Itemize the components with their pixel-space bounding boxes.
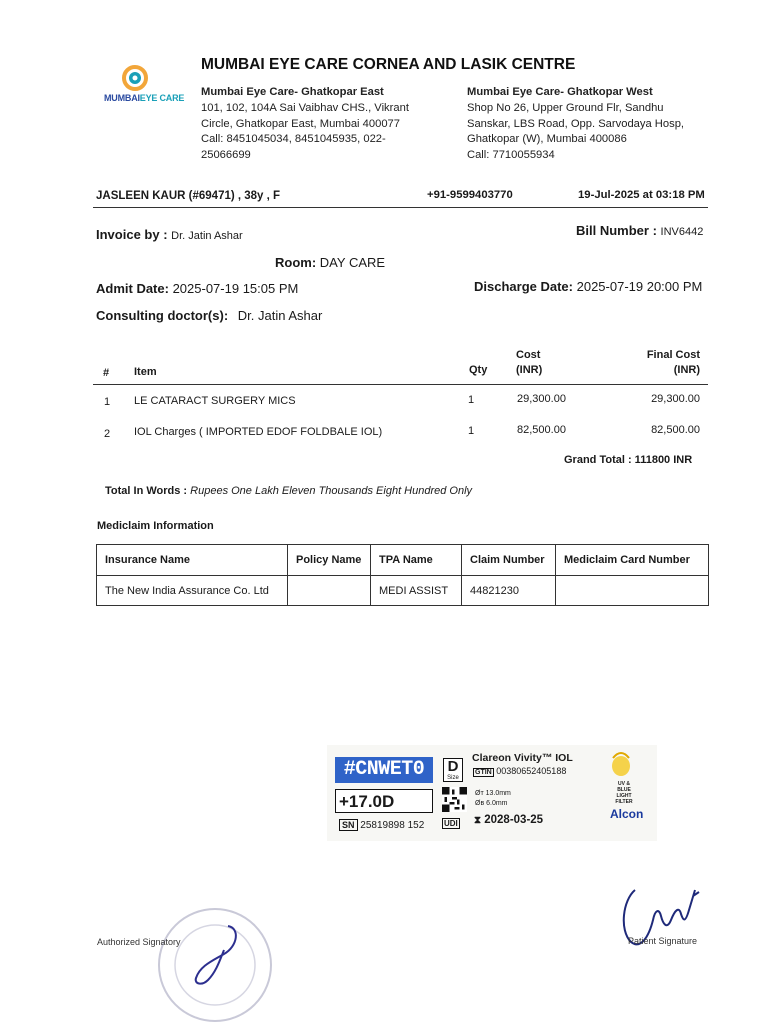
- admit-date-value: 2025-07-19 15:05 PM: [172, 281, 299, 296]
- divider: [93, 384, 708, 385]
- sticker-model: Clareon Vivity™ IOL: [472, 752, 573, 764]
- cell-policy-name: [288, 576, 371, 606]
- sticker-expiry: [474, 814, 543, 826]
- cell-card-number: [556, 576, 709, 606]
- mediclaim-title: Mediclaim Information: [97, 520, 214, 532]
- items-header-final-b: (INR): [673, 364, 700, 376]
- items-header-final-a: Final Cost: [646, 349, 700, 361]
- authorized-signatory-label: Authorized Signatory: [97, 937, 181, 947]
- sticker-gtin: [473, 766, 566, 776]
- items-header-final: [620, 348, 700, 378]
- sticker-expiry-value: 2028-03-25: [484, 814, 544, 826]
- cell-insurance-name: The New India Assurance Co. Ltd: [97, 576, 288, 606]
- col-policy-name: Policy Name: [288, 545, 371, 576]
- sticker-size-box: [443, 758, 463, 782]
- room-value: DAY CARE: [319, 255, 386, 270]
- branch-east: [201, 85, 426, 164]
- total-in-words-value: Rupees One Lakh Eleven Thousands Eight Hundred Only: [190, 485, 473, 497]
- logo-text: [104, 93, 184, 103]
- items-header-item: Item: [134, 366, 157, 378]
- grand-total: Grand Total : 111800 INR: [564, 454, 693, 466]
- col-insurance-name: Insurance Name: [97, 545, 288, 576]
- sticker-diameters: [475, 789, 511, 809]
- sticker-udi: UDI: [444, 819, 458, 828]
- col-tpa-name: TPA Name: [371, 545, 462, 576]
- hourglass-icon: ⧗: [474, 815, 482, 826]
- row-qty: 1: [468, 425, 475, 437]
- consulting-doctor-value: Dr. Jatin Ashar: [237, 308, 323, 323]
- items-header-cost-a: Cost: [516, 349, 541, 361]
- patient-signature: [615, 880, 715, 960]
- mediclaim-header-row: [97, 545, 709, 576]
- items-header-cost: [516, 348, 542, 378]
- room-label: Room:: [275, 255, 317, 270]
- sticker-gtin-tag: GTIN: [475, 769, 492, 776]
- sticker-serial: [339, 820, 424, 831]
- sticker-d-sub: Size: [447, 775, 459, 781]
- row-item: IOL Charges ( IMPORTED EDOF FOLDBALE IOL): [134, 426, 383, 438]
- table-row: [97, 576, 709, 606]
- branch-east-name: Mumbai Eye Care- Ghatkopar East: [201, 86, 384, 98]
- branch-west: [467, 85, 707, 164]
- total-in-words-label: Total In Words :: [105, 485, 188, 497]
- sticker-dia1: Øᴛ 13.0mm: [475, 790, 511, 797]
- discharge-date-label: Discharge Date:: [474, 279, 573, 294]
- bill-number: [576, 223, 703, 238]
- cell-tpa-name: MEDI ASSIST: [371, 576, 462, 606]
- room: [275, 255, 385, 270]
- divider: [93, 207, 708, 208]
- col-claim-number: Claim Number: [462, 545, 556, 576]
- branch-east-address: 101, 102, 104A Sai Vaibhav CHS., Vikrant Circle, Ghatkopar East, Mumbai 400077: [201, 101, 409, 130]
- cell-claim-number: 44821230: [462, 576, 556, 606]
- sticker-dia2: Øʙ 6.0mm: [475, 800, 508, 807]
- consulting-doctor-label: Consulting doctor(s):: [96, 308, 229, 323]
- sticker-sn-value: 25819898 152: [360, 820, 425, 831]
- items-header-qty: Qty: [469, 364, 488, 376]
- uv-filter-icon: [609, 748, 633, 780]
- sticker-maker: Alcon: [610, 807, 644, 821]
- branch-west-address: Shop No 26, Upper Ground Flr, Sandhu Sanskar, LBS Road, Opp. Sarvodaya Hosp, Ghatkopar (W), Mumbai 400086: [467, 101, 685, 146]
- branch-west-name: Mumbai Eye Care- Ghatkopar West: [467, 86, 653, 98]
- total-in-words: [105, 485, 472, 497]
- invoice-by-label: Invoice by :: [96, 227, 168, 242]
- discharge-date: [474, 279, 702, 294]
- branch-west-call: Call: 7710055934: [467, 149, 555, 162]
- row-num: 2: [104, 428, 111, 440]
- sticker-gtin-value: 00380652405188: [496, 766, 567, 776]
- sticker-d-letter: D: [447, 758, 459, 775]
- authorized-signature: [180, 920, 250, 990]
- sticker-sn-tag: SN: [339, 819, 358, 831]
- bill-number-value: INV6442: [660, 226, 704, 238]
- sticker-power: +17.0D: [335, 789, 433, 813]
- qr-code-icon: [442, 787, 467, 812]
- mediclaim-table: [96, 544, 709, 606]
- patient-phone: +91-9599403770: [427, 189, 513, 201]
- sticker-brand-code: #CNWET0: [335, 757, 433, 783]
- branch-east-call: Call: 8451045034, 8451045935, 022-25066699: [201, 133, 386, 162]
- discharge-date-value: 2025-07-19 20:00 PM: [576, 279, 703, 294]
- col-card-number: Mediclaim Card Number: [556, 545, 709, 576]
- row-item: LE CATARACT SURGERY MICS: [134, 395, 296, 407]
- invoice-date: 19-Jul-2025 at 03:18 PM: [578, 189, 705, 201]
- row-final: 29,300.00: [651, 393, 700, 405]
- row-qty: 1: [468, 394, 475, 406]
- row-final: 82,500.00: [651, 424, 700, 436]
- admit-date: [96, 281, 298, 296]
- patient-name: JASLEEN KAUR (#69471) , 38y , F: [96, 190, 281, 202]
- invoice-by: [96, 227, 243, 242]
- items-header-cost-b: (INR): [516, 364, 543, 376]
- bill-number-label: Bill Number :: [576, 223, 657, 238]
- logo-text-b: EYE CARE: [139, 93, 185, 103]
- sticker-sub-label: UV & BLUE LIGHT FILTER: [615, 781, 633, 805]
- logo-text-a: MUMBAI: [104, 93, 140, 103]
- row-num: 1: [104, 396, 111, 408]
- invoice-by-value: Dr. Jatin Ashar: [171, 230, 243, 242]
- clinic-logo: [103, 64, 173, 110]
- items-header-num: #: [103, 367, 110, 379]
- row-cost: 82,500.00: [517, 424, 566, 436]
- row-cost: 29,300.00: [517, 393, 566, 405]
- admit-date-label: Admit Date:: [96, 281, 169, 296]
- centre-title: MUMBAI EYE CARE CORNEA AND LASIK CENTRE: [201, 56, 576, 73]
- patient-signature-label: Patient Signature: [628, 936, 698, 946]
- consulting-doctor: [96, 308, 322, 323]
